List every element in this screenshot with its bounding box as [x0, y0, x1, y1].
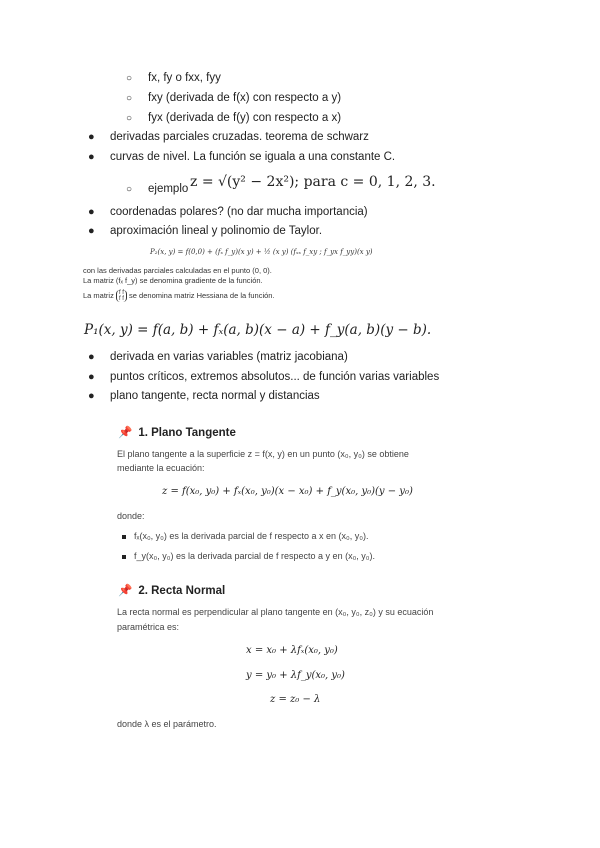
bullet-item [88, 371, 439, 383]
section1-list-text: fₓ(x₀, y₀) es la derivada parcial de f respecto a x en (x₀, y₀). [134, 531, 369, 541]
pushpin-icon: 📌 [118, 585, 133, 597]
recta-normal-equation: z = z₀ − λ [270, 694, 321, 705]
sub-item-text: fx, fy o fxx, fyy [148, 72, 221, 84]
bullet-item [88, 206, 368, 218]
bullet-icon: ● [88, 390, 95, 402]
sub-item-text: fxy (derivada de f(x) con respecto a y) [148, 92, 342, 104]
bullet-icon: ● [88, 206, 95, 218]
plano-tangente-equation: z = f(x₀, y₀) + fₓ(x₀, y₀)(x − x₀) + f_y(x₀, y₀)(y − y₀) [162, 486, 413, 497]
hessian-matrix-icon: f f f f [116, 290, 127, 302]
bullet-text: derivada en varias variables (matriz jacobiana) [110, 351, 348, 363]
recta-normal-equation: x = x₀ + λfₓ(x₀, y₀) [246, 645, 338, 656]
square-bullet-icon [122, 535, 126, 539]
section2-footer: donde λ es el parámetro. [117, 719, 217, 729]
section2-intro-line: paramétrica es: [117, 622, 180, 632]
bullet-text: plano tangente, recta normal y distancias [110, 390, 320, 402]
section-title-plano-tangente [118, 425, 236, 439]
sub-item [126, 112, 341, 124]
section1-list-item [122, 531, 368, 541]
bullet-text: derivadas parciales cruzadas. teorema de schwarz [110, 131, 369, 143]
circle-bullet-icon: ○ [126, 73, 133, 84]
bullet-icon: ● [88, 151, 95, 163]
taylor-small-line [83, 290, 275, 302]
circle-bullet-icon: ○ [126, 113, 133, 124]
ejemplo-item [126, 183, 188, 195]
bullet-item [88, 390, 320, 402]
taylor-small-line: con las derivadas parciales calculadas en el punto (0, 0). [83, 266, 272, 275]
section1-donde: donde: [117, 511, 145, 521]
section-title-recta-normal [118, 583, 225, 597]
recta-normal-equation: y = y₀ + λf_y(x₀, y₀) [246, 670, 345, 681]
bullet-item [88, 151, 395, 163]
bullet-text: coordenadas polares? (no dar mucha importancia) [110, 206, 368, 218]
taylor-small-line-prefix: La matriz [83, 290, 114, 300]
bullet-text: aproximación lineal y polinomio de Taylor. [110, 225, 323, 237]
ejemplo-label: ejemplo [148, 183, 189, 195]
bullet-item [88, 351, 348, 363]
section-title-text: 1. Plano Tangente [138, 427, 236, 439]
section-title-text: 2. Recta Normal [138, 585, 226, 597]
taylor-small-formula: P₂(x, y) = f(0,0) + (fₓ f_y)(x y) + ½ (x y) (fₓₓ f_xy ; f_yx f_yy)(x y) [150, 248, 373, 256]
taylor-small-line-suffix: se denomina matriz Hessiana de la función. [129, 290, 275, 300]
section1-list-text: f_y(x₀, y₀) es la derivada parcial de f respecto a y en (x₀, y₀). [134, 551, 376, 561]
section2-intro-line: La recta normal es perpendicular al plano tangente en (x₀, y₀, z₀) y su ecuación [117, 607, 434, 617]
bullet-item [88, 131, 369, 143]
sub-item [126, 72, 221, 84]
square-bullet-icon [122, 555, 126, 559]
sub-item [126, 92, 341, 104]
bullet-icon: ● [88, 371, 95, 383]
bullet-item [88, 225, 322, 237]
ejemplo-formula: z = √(y² − 2x²); para c = 0, 1, 2, 3. [190, 174, 436, 190]
section1-intro-line: mediante la ecuación: [117, 463, 205, 473]
bullet-icon: ● [88, 131, 95, 143]
sub-item-text: fyx (derivada de f(y) con respecto a x) [148, 112, 342, 124]
bullet-icon: ● [88, 351, 95, 363]
section1-intro-line: El plano tangente a la superficie z = f(x, y) en un punto (x₀, y₀) se obtiene [117, 449, 409, 459]
section1-list-item [122, 551, 375, 561]
circle-bullet-icon: ○ [126, 184, 133, 195]
bullet-icon: ● [88, 225, 95, 237]
bullet-text: curvas de nivel. La función se iguala a una constante C. [110, 151, 396, 163]
circle-bullet-icon: ○ [126, 93, 133, 104]
taylor-big-formula: P₁(x, y) = f(a, b) + fₓ(a, b)(x − a) + f_y(a, b)(y − b). [84, 322, 432, 338]
bullet-text: puntos críticos, extremos absolutos... de función varias variables [110, 371, 440, 383]
pushpin-icon: 📌 [118, 427, 133, 439]
taylor-small-line: La matriz (fₓ f_y) se denomina gradiente de la función. [83, 276, 263, 285]
